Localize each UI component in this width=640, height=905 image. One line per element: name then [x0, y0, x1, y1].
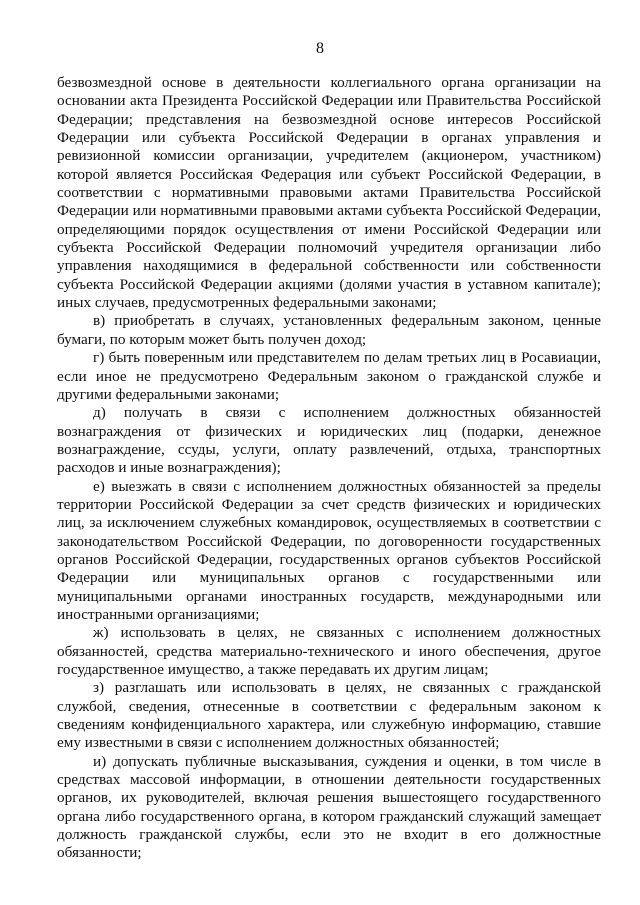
document-body [57, 74, 601, 863]
paragraph: в) приобретать в случаях, установленных федеральным законом, ценные бумаги, по которым может быть получен доход; [57, 312, 601, 348]
page-number: 8 [316, 40, 324, 57]
paragraph: е) выезжать в связи с исполнением должностных обязанностей за пределы территории Российской Федерации за счет средств физических и юридических лиц, за исключением служебных командировок, осуществляемых в соответствии с законодательством Российской Федерации, по договоренности государственных органов Российской Федерации, государственных органов субъектов Российской Федерации или муниципальных органов с государственными или муниципальными органами иностранных государств, международными или иностранными организациями; [57, 477, 601, 623]
paragraph: г) быть поверенным или представителем по делам третьих лиц в Росавиации, если иное не предусмотрено Федеральным законом о гражданской службе и другими федеральными законами; [57, 349, 601, 403]
paragraph: ж) использовать в целях, не связанных с исполнением должностных обязанностей, средства материально-технического и иного обеспечения, другое государственное имущество, а также передавать их другим лицам; [57, 624, 601, 678]
paragraph: д) получать в связи с исполнением должностных обязанностей вознаграждения от физических и юридических лиц (подарки, денежное вознаграждение, ссуды, услуги, оплату развлечений, отдыха, транспортных расходов и иные вознаграждения); [57, 404, 601, 477]
paragraph: безвозмездной основе в деятельности коллегиального органа организации на основании акта Президента Российской Федерации или Правительства Российской Федерации; представления на безвозмездной основе интересов Российской Федерации или субъекта Российской Федерации в органах управления и ревизионной комиссии организации, учредителем (акционером, участником) которой является Российская Федерация или субъект Российской Федерации, в соответствии с нормативными правовыми актами Правительства Российской Федерации или нормативными правовыми актами субъекта Российской Федерации, определяющими порядок осуществления от имени Российской Федерации или субъекта Российской Федерации полномочий учредителя организации либо управления находящимися в федеральной собственности или собственности субъекта Российской Федерации акциями (долями участия в уставном капитале); иных случаев, предусмотренных федеральными законами; [57, 74, 601, 312]
paragraph: и) допускать публичные высказывания, суждения и оценки, в том числе в средствах массовой информации, в отношении деятельности государственных органов, их руководителей, включая решения вышестоящего государственного органа либо государственного органа, в котором гражданский служащий замещает должность гражданской службы, если это не входит в его должностные обязанности; [57, 752, 601, 862]
paragraph: з) разглашать или использовать в целях, не связанных с гражданской службой, сведения, отнесенные в соответствии с федеральным законом к сведениям конфиденциального характера, или служебную информацию, ставшие ему известными в связи с исполнением должностных обязанностей; [57, 679, 601, 752]
